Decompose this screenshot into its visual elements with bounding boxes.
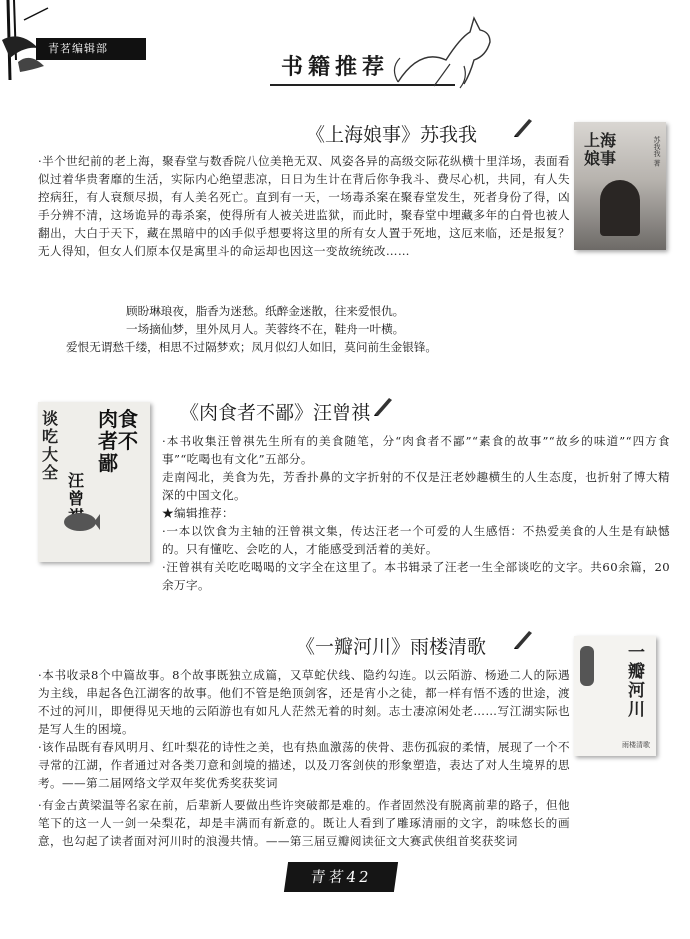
- cover-author: 雨楼清歌: [622, 741, 650, 749]
- pen-icon: [372, 395, 394, 417]
- cover-subtitle: 苏我我 著: [653, 136, 661, 167]
- cover-title: 一瓣河川: [628, 643, 645, 720]
- cover-title: 肉食者不鄙: [98, 407, 138, 475]
- section-body-2c: ·一本以饮食为主轴的汪曾祺文集，传达汪老一个可爱的人生感悟：不热爱美食的人生是有缺憾的。只有懂吃、会吃的人，才能感受到活着的美好。: [162, 524, 670, 556]
- editor-recommend-label: ★编辑推荐：: [162, 506, 234, 520]
- cover-figure: [600, 180, 640, 236]
- section-body-2b: 走南闯北，美食为先，芳香扑鼻的文字折射的不仅是汪老妙趣横生的人生态度，也折射了博大精深的中国文化。: [162, 470, 670, 502]
- section-body-1: ·半个世纪前的老上海，聚春堂与数香院八位美艳无双、风姿各异的高级交际花纵横十里洋场，表面看似过着华贵奢靡的生活，实际内心绝望悲凉，日日为生计在背后你争我斗、费尽心机，共同，有人失控病狂，有人衰颓尽损，有人美名死亡。直到有一天，一场毒杀案在聚春堂发生，死者身份了得，凶手分辨不清，这场诡异的毒杀案，使得所有人被关进监狱，而此时，聚春堂中埋藏多年的白骨也被人翻出，大白于天下，藏在黑暗中的凶手似乎想要将这里的所有女人置于死地，这厄来临，还是报复？无人得知，但女人们原本仅是寓里斗的命运却也因这一变故统统改……: [38, 154, 570, 258]
- page-number-badge: 青茗42: [284, 862, 398, 892]
- book-cover-1: [574, 122, 666, 250]
- cover-title: 上海娘事: [584, 131, 617, 168]
- pen-icon: [512, 116, 534, 138]
- section-body-3c: ·有金古黄梁温等名家在前，后辈新人要做出些许突破都是难的。作者固然没有脱离前辈的路子，但他笔下的这一人一剑一朵梨花，却是丰满而有新意的。既让人看到了雕琢清丽的文字，韵味悠长的画意，也勾起了读者面对河川时的浪漫共情。——第三届豆瓣阅读征文大赛武侠组首奖获奖词: [38, 798, 570, 848]
- cat-sketch-icon: [390, 8, 500, 90]
- section-heading-2: 《肉食者不鄙》汪曾祺: [180, 402, 371, 424]
- section-body-2a: ·本书收集汪曾祺先生所有的美食随笔，分“肉食者不鄙”“素食的故事”“故乡的味道”“四方食事”“吃喝也有文化”五部分。: [162, 434, 670, 466]
- cover-ink-figure: [580, 646, 594, 686]
- book-cover-2: [38, 402, 150, 562]
- poem-line: 顾盼琳琅夜，脂香为迷愁。纸醉金迷散，往来爱恨仇。: [126, 304, 405, 318]
- poem-line: 一场摘仙梦，里外凤月人。芙蓉终不在，鞋舟一叶横。: [126, 322, 405, 336]
- section-heading-1: 《上海娘事》苏我我: [306, 124, 478, 146]
- page-title: 书籍推荐: [280, 54, 389, 80]
- cover-author: 汪曾: [68, 471, 85, 508]
- department-badge: 青茗编辑部: [36, 38, 146, 60]
- section-heading-3: 《一瓣河川》雨楼清歌: [296, 636, 487, 658]
- pen-icon: [512, 628, 534, 650]
- section-body-3b: ·该作品既有春风明月、红叶梨花的诗性之美，也有热血激荡的侠骨、悲伤孤寂的柔情，展现了一个不寻常的江湖，作者通过对各类刀意和剑境的描述，以及刀客剑侠的形象塑造，表达了对人生境界的思考。——第二届网络文学双年奖优秀奖获奖词: [38, 740, 570, 790]
- fish-illustration-icon: [60, 502, 100, 542]
- poem-line: 爱恨无谓愁千缕，相思不过隔梦欢；凤月似幻人如旧，莫问前生金银锋。: [66, 340, 438, 354]
- section-body-2d: ·汪曾祺有关吃吃喝喝的文字全在这里了。本书辑录了汪老一生全部谈吃的文字。共60余篇，20余万字。: [162, 560, 670, 592]
- cover-side-title: 谈吃大全: [42, 409, 59, 482]
- section-body-3a: ·本书收录8个中篇故事。8个故事既独立成篇，又草蛇伏线、隐约勾连。以云陌游、杨逊二人的际遇为主线，串起各色江湖客的故事。他们不管是绝顶剑客，还是宵小之徒，都一样有悟不透的世途，渡不过的河川，即便得见天地的云陌游也有如凡人茫然无着的时刻。志士凄凉闲处老……写江湖实际也是写人生的困境。: [38, 668, 570, 736]
- book-cover-3: [574, 636, 656, 756]
